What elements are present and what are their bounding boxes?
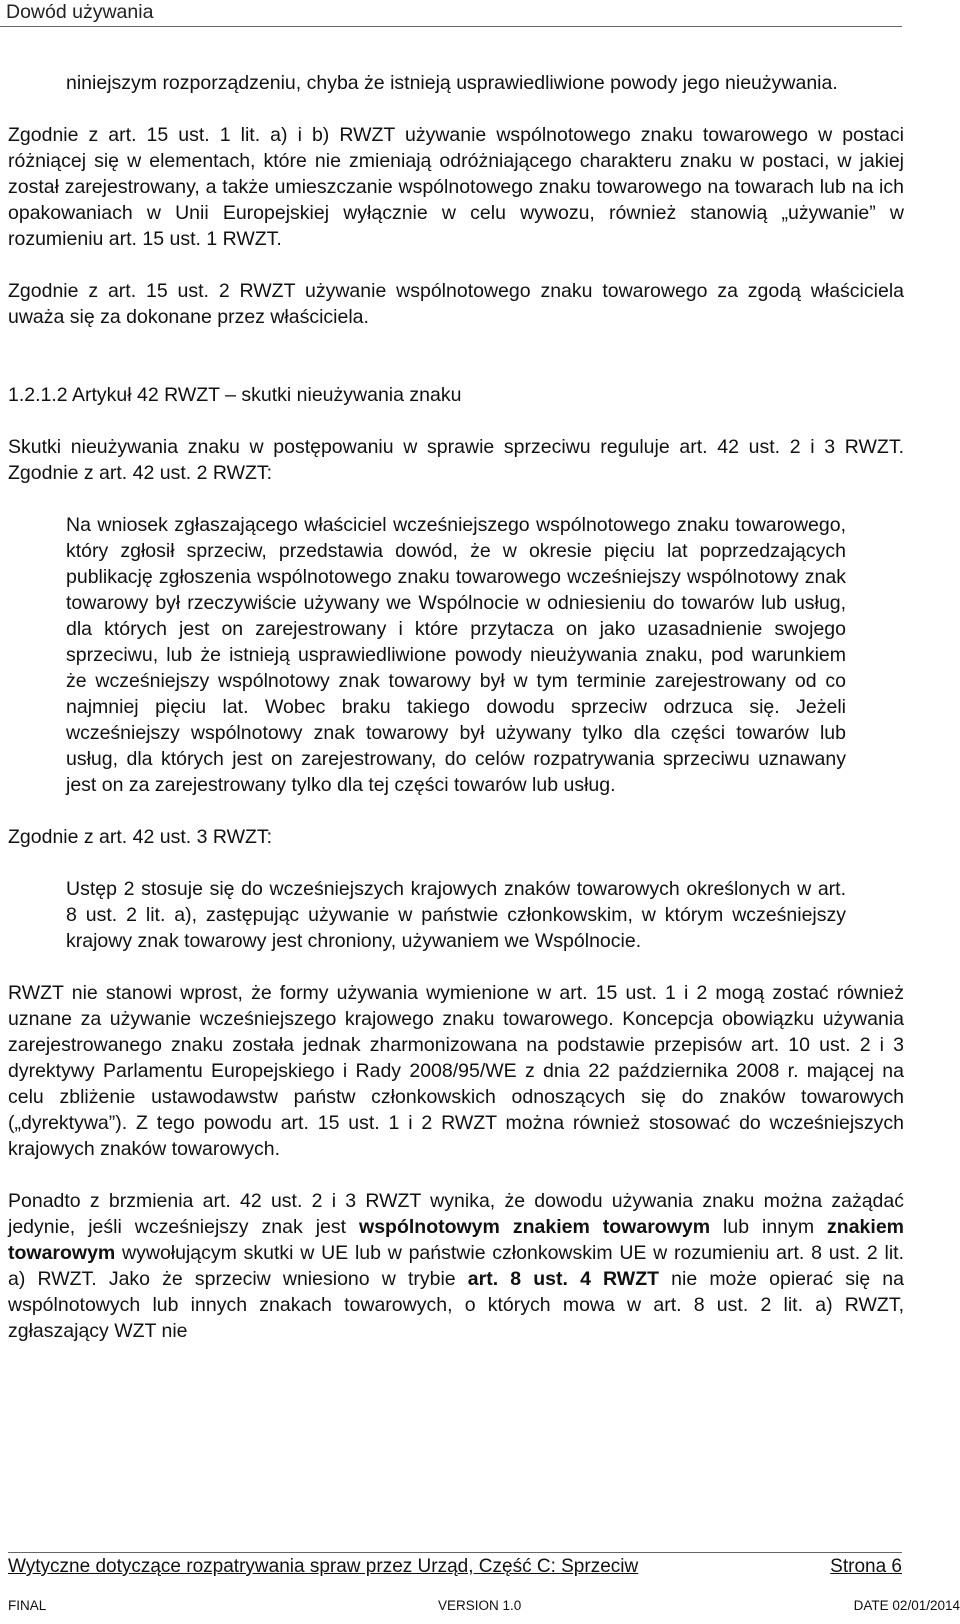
date-label: DATE 02/01/2014: [853, 1598, 960, 1613]
paragraph-3: Zgodnie z art. 15 ust. 2 RWZT używanie wspólnotowego znaku towarowego za zgodą właściciela uważa się za dokonane przez właściciela.: [8, 280, 904, 328]
p7-text-1: Ponadto z brzmienia art. 42 ust. 2 i 3 RWZT wynika, że dowodu używania znaku można zażądać jedynie, jeśli wcześniejszy znak jest: [8, 1190, 904, 1238]
version-line: [8, 1598, 960, 1618]
paragraph-2: Zgodnie z art. 15 ust. 1 lit. a) i b) RWZT używanie wspólnotowego znaku towarowego w postaci różniącej się w elementach, które nie zmieniają odróżniającego charakteru znaku w postaci, w jakiej został zarejestrowany, a także umieszczanie wspólnotowego znaku towarowego na towarach lub na ich opakowaniach w Unii Europejskiej wyłącznie w celu wywozu, również stanowią „używanie” w rozumieniu art. 15 ust. 1 RWZT.: [8, 124, 904, 250]
page-header: [0, 0, 902, 27]
paragraph-4: Skutki nieużywania znaku w postępowaniu w sprawie sprzeciwu reguluje art. 42 ust. 2 i 3 RWZT. Zgodnie z art. 42 ust. 2 RWZT:: [8, 436, 904, 484]
status-label: FINAL: [8, 1598, 47, 1613]
p7-bold-3: art. 8 ust. 4 RWZT: [467, 1268, 660, 1290]
p7-text-2: lub innym: [710, 1216, 828, 1238]
page-footer: [8, 1552, 902, 1579]
footer-document-title: Wytyczne dotyczące rozpatrywania spraw przez Urząd, Część C: Sprzeciw: [8, 1556, 639, 1577]
footer-page-number: Strona 6: [830, 1556, 902, 1577]
paragraph-5: Zgodnie z art. 42 ust. 3 RWZT:: [8, 826, 273, 848]
p7-text-3: wywołującym skutki w UE lub w państwie członkowskim UE w rozumieniu art. 8 ust. 2 lit. a) RWZT. Jako że sprzeciw wniesiono w trybie: [8, 1242, 904, 1290]
quote-art-42-3: Ustęp 2 stosuje się do wcześniejszych krajowych znaków towarowych określonych w art. 8 ust. 2 lit. a), zastępując używanie w państwie członkowskim, w którym wcześniejszy krajowy znak towarowy jest chroniony, używaniem we Wspólnocie.: [66, 878, 846, 952]
header-title: Dowód używania: [6, 1, 154, 23]
p7-bold-1: wspólnotowym znakiem towarowym: [359, 1216, 711, 1238]
version-label: VERSION 1.0: [438, 1598, 522, 1613]
paragraph-6: RWZT nie stanowi wprost, że formy używania wymienione w art. 15 ust. 1 i 2 mogą zostać również uznane za używanie wcześniejszego krajowego znaku towarowego. Koncepcja obowiązku używania zarejestrowanego znaku została jednak zharmonizowana na podstawie przepisów art. 10 ust. 2 i 3 dyrektywy Parlamentu Europejskiego i Rady 2008/95/WE z dnia 22 października 2008 r. mającej na celu zbliżenie ustawodawstw państw członkowskich odnoszących się do znaków towarowych („dyrektywa”). Z tego powodu art. 15 ust. 1 i 2 RWZT można również stosować do wcześniejszych krajowych znaków towarowych.: [8, 982, 904, 1160]
p7-bold-2: znakiem towarowym: [8, 1216, 904, 1264]
paragraph-7: [8, 1188, 904, 1344]
paragraph-1: niniejszym rozporządzeniu, chyba że istnieją usprawiedliwione powody jego nieużywania.: [66, 72, 838, 94]
section-heading: 1.2.1.2 Artykuł 42 RWZT – skutki nieużywania znaku: [8, 384, 462, 406]
p7-text-4: nie może opierać się na wspólnotowych lub innych znakach towarowych, o których mowa w art. 8 ust. 2 lit. a) RWZT, zgłaszający WZT nie: [8, 1268, 904, 1342]
document-body: [8, 70, 904, 1344]
quote-art-42-2: Na wniosek zgłaszającego właściciel wcześniejszego wspólnotowego znaku towarowego, który zgłosił sprzeciw, przedstawia dowód, że w okresie pięciu lat poprzedzających publikację zgłoszenia wspólnotowego znaku towarowego wcześniejszy wspólnotowy znak towarowy był rzeczywiście używany we Wspólnocie w odniesieniu do towarów lub usług, dla których jest on zarejestrowany i które przytacza on jako uzasadnienie swojego sprzeciwu, lub że istnieją usprawiedliwione powody nieużywania znaku, pod warunkiem że wcześniejszy wspólnotowy znak towarowy był w tym terminie zarejestrowany od co najmniej pięciu lat. Wobec braku takiego dowodu sprzeciw odrzuca się. Jeżeli wcześniejszy wspólnotowy znak towarowy był używany tylko dla części towarów lub usług, dla których jest on zarejestrowany, do celów rozpatrywania sprzeciwu uznawany jest on za zarejestrowany tylko dla tej części towarów lub usług.: [66, 514, 846, 796]
